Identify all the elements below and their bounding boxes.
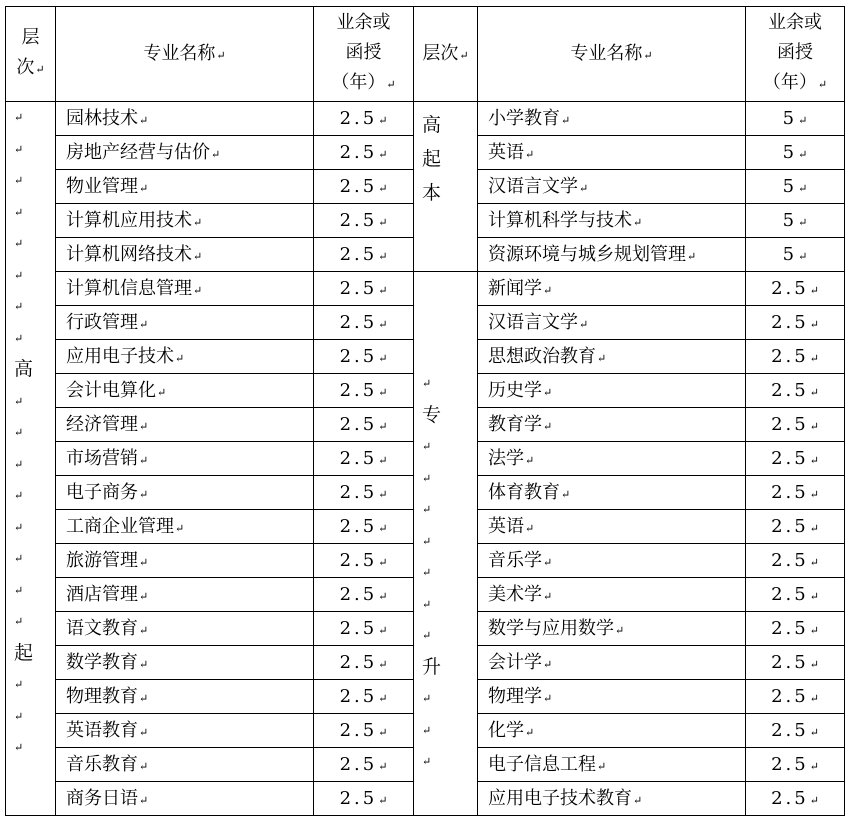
right-major-name-text: 汉语言文学 [488, 311, 578, 333]
left-major-name: 工商企业管理↵ [56, 510, 314, 544]
left-major-name-text: 电子商务 [66, 481, 138, 503]
right-years: 2.5↵ [746, 340, 845, 374]
left-major-name-text: 英语教育 [66, 719, 138, 741]
right-major-name-text: 音乐学 [488, 549, 542, 571]
left-years: 2.5↵ [314, 476, 414, 510]
left-major-name: 经济管理↵ [56, 408, 314, 442]
left-major-name: 语文教育↵ [56, 612, 314, 646]
left-major-name: 应用电子技术↵ [56, 340, 314, 374]
left-major-name-text: 房地产经营与估价 [66, 141, 210, 163]
left-years: 2.5↵ [314, 374, 414, 408]
right-years-text: 2.5 [771, 277, 809, 299]
left-years-text: 2.5 [339, 685, 378, 707]
right-major-name-text: 电子信息工程 [488, 753, 596, 775]
left-major-name-text: 市场营销 [66, 447, 138, 469]
right-years-text: 2.5 [771, 719, 809, 741]
left-years-text: 2.5 [339, 107, 378, 129]
right-major-name-text: 化学 [488, 719, 524, 741]
left-major-name-text: 物理教育 [66, 685, 138, 707]
right-major-name: 应用电子技术教育↵ [478, 782, 746, 816]
left-years: 2.5↵ [314, 204, 414, 238]
right-major-name-text: 教育学 [488, 413, 542, 435]
left-years-text: 2.5 [339, 583, 378, 605]
left-major-name: 物理教育↵ [56, 680, 314, 714]
left-years: 2.5↵ [314, 748, 414, 782]
right-major-name-text: 小学教育 [488, 107, 560, 129]
left-major-name-text: 旅游管理 [66, 549, 138, 571]
left-major-name: 行政管理↵ [56, 306, 314, 340]
right-years-text: 5 [782, 243, 798, 265]
header-years-line-3: （年） [331, 72, 386, 93]
left-major-name-text: 计算机网络技术 [66, 243, 192, 265]
left-major-name: 数学教育↵ [56, 646, 314, 680]
left-major-name-text: 计算机应用技术 [66, 209, 192, 231]
right-years: 5↵ [746, 170, 845, 204]
left-years-text: 2.5 [339, 617, 378, 639]
left-years: 2.5↵ [314, 782, 414, 816]
left-years: 2.5↵ [314, 238, 414, 272]
right-major-name: 美术学↵ [478, 578, 746, 612]
right-major-name: 思想政治教育↵ [478, 340, 746, 374]
right-years: 2.5↵ [746, 612, 845, 646]
right-years-text: 2.5 [771, 651, 809, 673]
left-years: 2.5↵ [314, 408, 414, 442]
right-years-text: 2.5 [771, 379, 809, 401]
right-years: 2.5↵ [746, 646, 845, 680]
header-years: 业余或 函授 （年）↵ [314, 7, 414, 102]
left-years-text: 2.5 [339, 141, 378, 163]
left-years-text: 2.5 [339, 787, 378, 809]
left-major-name-text: 园林技术 [66, 107, 138, 129]
header-level-2-text: 层次 [422, 43, 459, 64]
right-years-text: 2.5 [771, 549, 809, 571]
right-major-name-text: 新闻学 [488, 277, 542, 299]
right-major-name-text: 计算机科学与技术 [488, 209, 632, 231]
left-years: 2.5↵ [314, 612, 414, 646]
right-major-name: 化学↵ [478, 714, 746, 748]
right-major-name: 体育教育↵ [478, 476, 746, 510]
left-major-name-text: 工商企业管理 [66, 515, 174, 537]
left-years: 2.5↵ [314, 714, 414, 748]
right-years-text: 2.5 [771, 481, 809, 503]
left-years-text: 2.5 [339, 277, 378, 299]
left-years-text: 2.5 [339, 549, 378, 571]
right-years-text: 5 [782, 209, 798, 231]
left-major-name: 音乐教育↵ [56, 748, 314, 782]
right-years-text: 5 [782, 141, 798, 163]
left-major-name-text: 经济管理 [66, 413, 138, 435]
left-years-text: 2.5 [339, 345, 378, 367]
right-years-text: 2.5 [771, 311, 809, 333]
right-level-upper-cell [414, 102, 478, 272]
right-level-upper-char: 高 [422, 114, 442, 136]
right-major-name-text: 汉语言文学 [488, 175, 578, 197]
table-row [6, 102, 845, 136]
left-level-cell: ↵ ↵ ↵ ↵ ↵ ↵ ↵ ↵ 高 ↵ ↵ ↵ ↵ ↵ ↵ ↵ ↵ 起 ↵ ↵ ↵ [6, 102, 56, 816]
left-years: 2.5↵ [314, 102, 414, 136]
right-major-name: 资源环境与城乡规划管理↵ [478, 238, 746, 272]
right-major-name: 新闻学↵ [478, 272, 746, 306]
right-major-name-text: 会计学 [488, 651, 542, 673]
left-major-name-text: 应用电子技术 [66, 345, 174, 367]
right-years: 2.5↵ [746, 510, 845, 544]
right-years: 2.5↵ [746, 442, 845, 476]
right-major-name: 会计学↵ [478, 646, 746, 680]
right-years: 5↵ [746, 238, 845, 272]
right-years: 2.5↵ [746, 544, 845, 578]
left-major-name: 电子商务↵ [56, 476, 314, 510]
right-major-name: 历史学↵ [478, 374, 746, 408]
right-years-text: 5 [782, 175, 798, 197]
header-name-text: 专业名称 [143, 43, 216, 64]
left-years-text: 2.5 [339, 753, 378, 775]
left-years-text: 2.5 [339, 719, 378, 741]
left-years: 2.5↵ [314, 306, 414, 340]
right-level-upper-char: 起 [422, 148, 442, 170]
left-years: 2.5↵ [314, 442, 414, 476]
right-level-lower-char: 专 [422, 403, 442, 426]
right-level-lower-cell: ↵ 专 ↵ ↵ ↵ ↵ ↵ ↵ ↵ 升 ↵ ↵ ↵ [414, 272, 478, 816]
left-years: 2.5↵ [314, 136, 414, 170]
right-major-name-text: 英语 [488, 515, 524, 537]
left-years-text: 2.5 [339, 515, 378, 537]
left-major-name: 计算机网络技术↵ [56, 238, 314, 272]
right-years: 5↵ [746, 102, 845, 136]
right-major-name-text: 思想政治教育 [488, 345, 596, 367]
right-major-name-text: 历史学 [488, 379, 542, 401]
header-level-line-2: 次 [16, 57, 35, 78]
right-years: 2.5↵ [746, 272, 845, 306]
table-row [6, 272, 845, 306]
right-major-name: 物理学↵ [478, 680, 746, 714]
left-major-name: 酒店管理↵ [56, 578, 314, 612]
header-level-line-1: 层 [21, 27, 40, 48]
right-years-text: 2.5 [771, 617, 809, 639]
right-major-name: 小学教育↵ [478, 102, 746, 136]
left-major-name-text: 计算机信息管理 [66, 277, 192, 299]
header-name-2-text: 专业名称 [570, 43, 643, 64]
left-years: 2.5↵ [314, 340, 414, 374]
right-major-name: 计算机科学与技术↵ [478, 204, 746, 238]
right-major-name: 法学↵ [478, 442, 746, 476]
right-years-text: 2.5 [771, 345, 809, 367]
left-level-char: 起 [14, 641, 34, 664]
left-level-char: 高 [14, 358, 34, 380]
right-years: 2.5↵ [746, 476, 845, 510]
left-major-name-text: 行政管理 [66, 311, 138, 333]
left-years-text: 2.5 [339, 175, 378, 197]
right-major-name-text: 英语 [488, 141, 524, 163]
right-major-name: 电子信息工程↵ [478, 748, 746, 782]
right-major-name: 汉语言文学↵ [478, 170, 746, 204]
left-years-text: 2.5 [339, 243, 378, 265]
right-years-text: 2.5 [771, 753, 809, 775]
right-years-text: 2.5 [771, 787, 809, 809]
header-years-2-line-3: （年） [762, 72, 817, 93]
header-name-2: 专业名称↵ [478, 7, 746, 102]
header-years-2-line-2: 函授 [777, 42, 813, 63]
right-major-name-text: 数学与应用数学 [488, 617, 614, 639]
right-level-upper-char: 本 [422, 182, 442, 204]
majors-table [5, 6, 845, 816]
left-years: 2.5↵ [314, 680, 414, 714]
left-major-name-text: 语文教育 [66, 617, 138, 639]
right-years: 5↵ [746, 204, 845, 238]
left-major-name: 会计电算化↵ [56, 374, 314, 408]
right-years-text: 5 [782, 107, 798, 129]
left-major-name: 计算机应用技术↵ [56, 204, 314, 238]
right-years: 2.5↵ [746, 748, 845, 782]
left-major-name: 计算机信息管理↵ [56, 272, 314, 306]
header-level-2: 层次↵ [414, 7, 478, 102]
right-years: 2.5↵ [746, 374, 845, 408]
left-years: 2.5↵ [314, 510, 414, 544]
right-years: 2.5↵ [746, 782, 845, 816]
left-years: 2.5↵ [314, 544, 414, 578]
left-major-name: 房地产经营与估价↵ [56, 136, 314, 170]
left-major-name: 市场营销↵ [56, 442, 314, 476]
right-major-name: 英语↵ [478, 136, 746, 170]
right-years: 2.5↵ [746, 306, 845, 340]
right-years-text: 2.5 [771, 413, 809, 435]
header-years-line-2: 函授 [345, 42, 382, 63]
right-major-name-text: 体育教育 [488, 481, 560, 503]
left-years: 2.5↵ [314, 272, 414, 306]
left-years-text: 2.5 [339, 651, 378, 673]
right-major-name-text: 美术学 [488, 583, 542, 605]
left-major-name-text: 音乐教育 [66, 753, 138, 775]
left-major-name: 旅游管理↵ [56, 544, 314, 578]
left-years: 2.5↵ [314, 646, 414, 680]
left-major-name-text: 物业管理 [66, 175, 138, 197]
right-level-lower-char: 升 [422, 655, 442, 678]
right-major-name: 汉语言文学↵ [478, 306, 746, 340]
left-major-name-text: 会计电算化 [66, 379, 156, 401]
left-years-text: 2.5 [339, 379, 378, 401]
left-years-text: 2.5 [339, 447, 378, 469]
right-major-name-text: 法学 [488, 447, 524, 469]
left-major-name: 物业管理↵ [56, 170, 314, 204]
header-level: 层 次↵ [6, 7, 56, 102]
right-major-name: 数学与应用数学↵ [478, 612, 746, 646]
header-years-2: 业余或 函授 （年）↵ [746, 7, 845, 102]
header-years-line-1: 业余或 [336, 12, 391, 33]
right-major-name-text: 资源环境与城乡规划管理 [488, 243, 686, 265]
left-major-name: 商务日语↵ [56, 782, 314, 816]
header-row [6, 7, 845, 102]
right-years: 5↵ [746, 136, 845, 170]
left-years-text: 2.5 [339, 413, 378, 435]
left-major-name-text: 商务日语 [66, 787, 138, 809]
right-years-text: 2.5 [771, 685, 809, 707]
left-years: 2.5↵ [314, 170, 414, 204]
right-years: 2.5↵ [746, 408, 845, 442]
right-major-name-text: 应用电子技术教育 [488, 787, 632, 809]
right-major-name: 教育学↵ [478, 408, 746, 442]
left-years-text: 2.5 [339, 209, 378, 231]
left-major-name-text: 数学教育 [66, 651, 138, 673]
right-years: 2.5↵ [746, 680, 845, 714]
right-years-text: 2.5 [771, 447, 809, 469]
left-major-name: 园林技术↵ [56, 102, 314, 136]
header-years-2-line-1: 业余或 [768, 12, 822, 33]
right-years-text: 2.5 [771, 583, 809, 605]
right-years: 2.5↵ [746, 714, 845, 748]
right-major-name: 英语↵ [478, 510, 746, 544]
header-name: 专业名称↵ [56, 7, 314, 102]
right-years-text: 2.5 [771, 515, 809, 537]
left-major-name: 英语教育↵ [56, 714, 314, 748]
right-years: 2.5↵ [746, 578, 845, 612]
left-years-text: 2.5 [339, 311, 378, 333]
left-years-text: 2.5 [339, 481, 378, 503]
left-major-name-text: 酒店管理 [66, 583, 138, 605]
right-major-name: 音乐学↵ [478, 544, 746, 578]
right-major-name-text: 物理学 [488, 685, 542, 707]
left-years: 2.5↵ [314, 578, 414, 612]
